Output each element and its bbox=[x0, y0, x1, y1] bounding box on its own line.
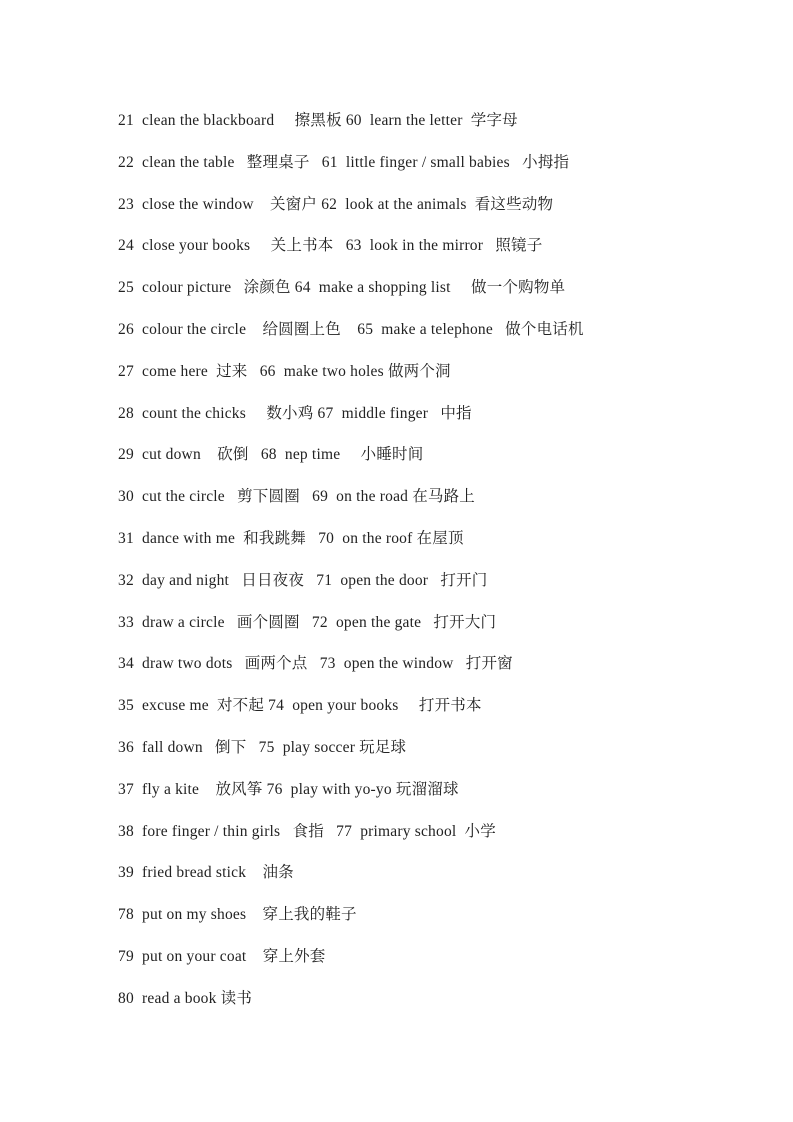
vocabulary-line: 32 day and night 日日夜夜 71 open the door 打开门 bbox=[118, 571, 488, 589]
vocabulary-line: 39 fried bread stick 油条 bbox=[118, 864, 294, 882]
vocabulary-line: 30 cut the circle 剪下圆圈 69 on the road 在马路上 bbox=[118, 488, 475, 506]
vocabulary-line: 22 clean the table 整理桌子 61 little finger / small babies 小拇指 bbox=[118, 153, 570, 171]
vocabulary-line: 79 put on your coat 穿上外套 bbox=[118, 947, 326, 965]
vocabulary-line: 27 come here 过来 66 make two holes 做两个洞 bbox=[118, 362, 451, 380]
vocabulary-line: 80 read a book 读书 bbox=[118, 989, 253, 1007]
vocabulary-line: 21 clean the blackboard 擦黑板 60 learn the letter 学字母 bbox=[118, 112, 518, 129]
vocabulary-line: 33 draw a circle 画个圆圈 72 open the gate 打开大门 bbox=[118, 613, 497, 631]
vocabulary-line: 35 excuse me 对不起 74 open your books 打开书本 bbox=[118, 697, 482, 715]
vocabulary-line: 24 close your books 关上书本 63 look in the mirror 照镜子 bbox=[118, 237, 543, 255]
vocabulary-line: 31 dance with me 和我跳舞 70 on the roof 在屋顶 bbox=[118, 529, 464, 547]
vocabulary-line: 23 close the window 关窗户 62 look at the animals 看这些动物 bbox=[118, 195, 554, 213]
vocabulary-line: 29 cut down 砍倒 68 nep time 小睡时间 bbox=[118, 446, 424, 464]
vocabulary-line: 37 fly a kite 放风筝 76 play with yo-yo 玩溜溜球 bbox=[118, 780, 459, 798]
vocabulary-line: 26 colour the circle 给圆圈上色 65 make a telephone 做个电话机 bbox=[118, 320, 584, 338]
vocabulary-line: 38 fore finger / thin girls 食指 77 primary school 小学 bbox=[118, 822, 496, 840]
vocabulary-line: 36 fall down 倒下 75 play soccer 玩足球 bbox=[118, 738, 407, 756]
vocabulary-line: 25 colour picture 涂颜色 64 make a shopping list 做一个购物单 bbox=[118, 279, 566, 297]
vocabulary-line: 34 draw two dots 画两个点 73 open the window 打开窗 bbox=[118, 655, 513, 673]
vocabulary-line: 28 count the chicks 数小鸡 67 middle finger 中指 bbox=[118, 404, 472, 422]
vocabulary-line: 78 put on my shoes 穿上我的鞋子 bbox=[118, 906, 357, 924]
